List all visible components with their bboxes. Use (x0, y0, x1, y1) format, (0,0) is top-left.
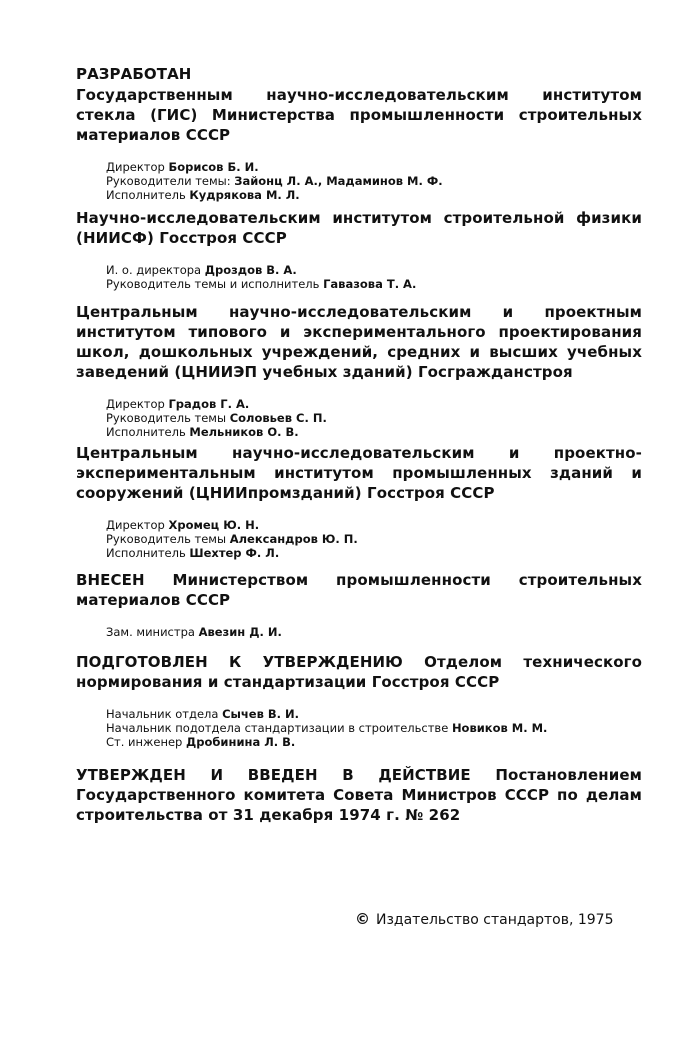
staff-list (106, 518, 642, 560)
publisher-line (355, 909, 645, 930)
staff-row (106, 735, 642, 749)
staff-role: Исполнитель (106, 425, 186, 439)
block-lead: ПОДГОТОВЛЕН К УТВЕРЖДЕНИЮ (76, 653, 403, 671)
staff-list (106, 263, 642, 291)
staff-person: Кудрякова М. Л. (189, 188, 300, 202)
staff-row (106, 721, 642, 735)
block-prepared (76, 652, 642, 749)
staff-list (106, 397, 642, 439)
staff-person: Дробинина Л. В. (186, 735, 296, 749)
block-org: Постановлением Государственного комитета Совета Министров СССР по делам строительства от 31 декабря 1974 г. № 262 (76, 766, 642, 824)
staff-row (106, 160, 642, 174)
staff-role: Начальник подотдела стандартизации в строительстве (106, 721, 449, 735)
block-developer-cniiep (76, 302, 642, 439)
staff-row (106, 625, 642, 639)
staff-row (106, 518, 642, 532)
staff-row (106, 411, 642, 425)
staff-person: Зайонц Л. А., Мадаминов М. Ф. (234, 174, 443, 188)
staff-list (106, 625, 642, 639)
staff-row (106, 188, 642, 202)
staff-person: Соловьев С. П. (229, 411, 327, 425)
block-developer-cniipromzdaniy (76, 443, 642, 560)
staff-person: Сычев В. И. (222, 707, 300, 721)
block-lead: РАЗРАБОТАН (76, 65, 192, 83)
block-lead: ВНЕСЕН (76, 571, 145, 589)
staff-role: Ст. инженер (106, 735, 183, 749)
publisher-text: Издательство стандартов, 1975 (376, 912, 614, 928)
block-org: Центральным научно-исследовательским и проектным институтом типового и экспериментального проектирования школ, дошкольных учреждений, средних и высших учебных заведений (ЦНИИЭП учебных зданий) Госгражданстроя (76, 303, 642, 381)
staff-row (106, 546, 642, 560)
staff-role: Руководители темы: (106, 174, 231, 188)
staff-person: Александров Ю. П. (229, 532, 358, 546)
staff-person: Борисов Б. И. (168, 160, 259, 174)
staff-person: Дроздов В. А. (204, 263, 297, 277)
staff-row (106, 707, 642, 721)
staff-role: Начальник отдела (106, 707, 219, 721)
staff-role: Директор (106, 160, 165, 174)
staff-row (106, 277, 642, 291)
staff-list (106, 160, 642, 202)
staff-role: Исполнитель (106, 546, 186, 560)
staff-row (106, 263, 642, 277)
block-heading (76, 765, 642, 825)
block-approved (76, 765, 642, 825)
staff-role: Руководитель темы (106, 411, 227, 425)
staff-person: Новиков М. М. (451, 721, 548, 735)
staff-person: Мельников О. В. (189, 425, 299, 439)
staff-role: Зам. министра (106, 625, 195, 639)
block-org: Отделом технического нормирования и стандартизации Госстроя СССР (76, 653, 642, 691)
block-introduced (76, 570, 642, 639)
staff-person: Градов Г. А. (168, 397, 250, 411)
copyright-icon: © (355, 910, 370, 928)
block-org: Государственным научно-исследовательским институтом стекла (ГИС) Министерства промышленности строительных материалов СССР (76, 86, 642, 144)
block-org: Центральным научно-исследовательским и проектно-экспериментальным институтом промышленных зданий и сооружений (ЦНИИпромзданий) Госстроя СССР (76, 444, 642, 502)
staff-role: Директор (106, 397, 165, 411)
block-developer-niisf (76, 208, 642, 291)
staff-role: И. о. директора (106, 263, 202, 277)
block-heading (76, 64, 642, 145)
block-heading (76, 652, 642, 692)
block-developer-gis (76, 64, 642, 202)
staff-person: Авезин Д. И. (198, 625, 282, 639)
block-heading (76, 570, 642, 610)
block-org: Министерством промышленности строительных материалов СССР (76, 571, 642, 609)
staff-person: Шехтер Ф. Л. (189, 546, 280, 560)
staff-person: Гавазова Т. А. (323, 277, 417, 291)
staff-role: Исполнитель (106, 188, 186, 202)
staff-role: Руководитель темы (106, 532, 227, 546)
staff-list (106, 707, 642, 749)
staff-row (106, 174, 642, 188)
staff-person: Хромец Ю. Н. (168, 518, 260, 532)
staff-row (106, 397, 642, 411)
staff-row (106, 425, 642, 439)
staff-role: Руководитель темы и исполнитель (106, 277, 320, 291)
block-org: Научно-исследовательским институтом строительной физики (НИИСФ) Госстроя СССР (76, 209, 642, 247)
block-lead: УТВЕРЖДЕН И ВВЕДЕН В ДЕЙСТВИЕ (76, 766, 471, 784)
staff-role: Директор (106, 518, 165, 532)
staff-row (106, 532, 642, 546)
